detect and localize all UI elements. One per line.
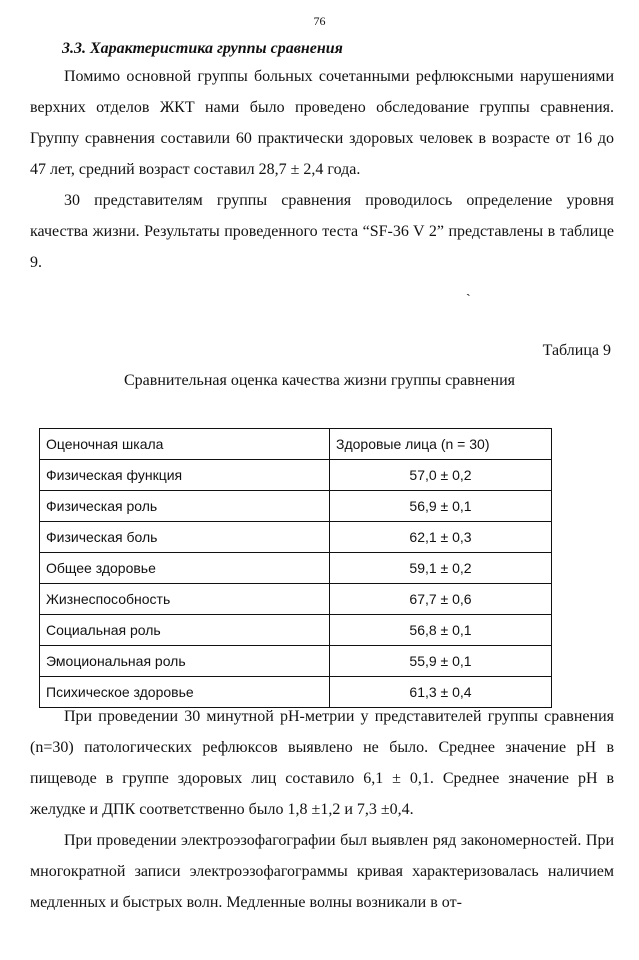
row-scale: Физическая функция	[40, 460, 330, 491]
row-scale: Жизнеспособность	[40, 584, 330, 615]
paragraph-quality-of-life	[30, 185, 614, 278]
paragraph-electroesophagography	[30, 825, 614, 918]
table-row	[40, 646, 552, 677]
paragraph-text: Помимо основной группы больных сочетанными рефлюксными нарушениями верхних отделов ЖКТ нами было проведено обследование группы сравнения. Группу сравнения составили 60 практически здоровых человек в возрасте от 16 до 47 лет, средний возраст составил 28,7 ± 2,4 года.	[30, 68, 614, 178]
row-value: 61,3 ± 0,4	[330, 677, 552, 708]
paragraph-group-description	[30, 61, 614, 185]
row-value: 56,9 ± 0,1	[330, 491, 552, 522]
row-scale: Социальная роль	[40, 615, 330, 646]
table-row	[40, 491, 552, 522]
paragraph-text: При проведении электроэзофагографии был выявлен ряд закономерностей. При многократной записи электроэзофагограммы кривая характеризовалась наличием медленных и быстрых волн. Медленные волны возникали в от-	[30, 832, 614, 911]
row-value: 56,8 ± 0,1	[330, 615, 552, 646]
stray-mark: ˏ	[466, 282, 471, 297]
header-healthy: Здоровые лица (n = 30)	[330, 429, 552, 460]
row-value: 55,9 ± 0,1	[330, 646, 552, 677]
comparison-table	[39, 428, 552, 708]
row-value: 57,0 ± 0,2	[330, 460, 552, 491]
table-row	[40, 460, 552, 491]
paragraph-text: 30 представителям группы сравнения проводилось определение уровня качества жизни. Результаты проведенного теста “SF-36 V 2” представлены в таблице 9.	[30, 192, 614, 271]
paragraph-text: При проведении 30 минутной pH-метрии у представителей группы сравнения (n=30) патологических рефлюксов выявлено не было. Среднее значение pH в пищеводе в группе здоровых лиц составило 6,1 ± 0,1. Среднее значение pH в желудке и ДПК соответственно было 1,8 ±1,2 и 7,3 ±0,4.	[30, 708, 614, 818]
row-value: 59,1 ± 0,2	[330, 553, 552, 584]
table-header-row	[40, 429, 552, 460]
section-heading: 3.3. Характеристика группы сравнения	[62, 40, 343, 57]
row-value: 67,7 ± 0,6	[330, 584, 552, 615]
row-scale: Физическая боль	[40, 522, 330, 553]
row-scale: Эмоциональная роль	[40, 646, 330, 677]
row-value: 62,1 ± 0,3	[330, 522, 552, 553]
table-row	[40, 553, 552, 584]
table-row	[40, 522, 552, 553]
row-scale: Общее здоровье	[40, 553, 330, 584]
table-label: Таблица 9	[542, 342, 611, 359]
table-title: Сравнительная оценка качества жизни группы сравнения	[124, 372, 515, 389]
paragraph-ph-metry	[30, 701, 614, 825]
table-row	[40, 615, 552, 646]
row-scale: Физическая роль	[40, 491, 330, 522]
header-scale: Оценочная шкала	[40, 429, 330, 460]
row-scale: Психическое здоровье	[40, 677, 330, 708]
table-row	[40, 584, 552, 615]
page-number: 76	[313, 14, 326, 28]
